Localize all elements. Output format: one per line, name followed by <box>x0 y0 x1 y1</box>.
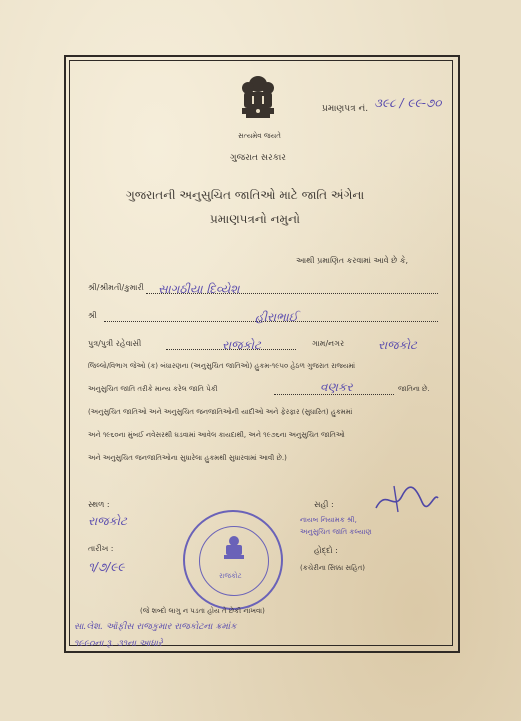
resident-value: રાજકોટ <box>222 338 261 352</box>
caste-value: વણકર <box>320 380 353 394</box>
para-line1: જિલ્લો/વિભાગ જેઓ (ક) બંધારણના (અનુસુચિત જાતિઓ) હુકમ-૧૯૫૦ હેઠળ ગુજરાત રાજ્યમાં <box>88 362 356 370</box>
seal-text: રાજકોટ <box>219 572 242 580</box>
certificate-title-line1: ગુજરાતની અનુસુચિત જાતિઓ માટે જાતિ અંગેના <box>126 188 365 202</box>
name-value: સાગઠીયા દિવ્યેશ <box>158 282 240 296</box>
date-value: ૧/૭/૯૯ <box>88 560 125 574</box>
para-line2-start: અનુસુચિત જાતિ તરીકે માન્ય કરેલ જાતિ પેકી <box>88 385 218 393</box>
certificate-title-line2: પ્રમાણપત્રનો નમુનો <box>210 212 300 226</box>
officer-stamp-line2: અનુસુચિત જાતિ કલ્યાણ <box>300 528 372 536</box>
emblem-caption: સત્યમેવ જયતે <box>238 132 281 140</box>
para-line4: અને ૧૯૬૦ના મુંબઈ નવેસરથી ઘડવામાં આવેલ કાયદાથી, અને ૧૯૭૬ના અનુસુચિત જાતિઓ <box>88 431 345 439</box>
signature-label: સહી : <box>314 500 334 509</box>
village-value: રાજકોટ <box>378 338 417 352</box>
office-seal-label: (કચેરીના સિક્કા સહિત) <box>300 564 366 572</box>
signature-mark <box>372 482 442 516</box>
strike-out-note: (જે શબ્દો લાગુ ન પડતા હોય તે છેકી નાંખવા) <box>140 607 265 615</box>
resident-label: પુત્ર/પુત્રી રહેવાસી <box>88 339 142 348</box>
national-emblem-icon <box>236 72 280 132</box>
place-label: સ્થળ : <box>88 500 110 509</box>
certificate-number-value: ૩૯૮ / ૯૯-૭૦ <box>374 96 442 110</box>
father-value: હીરાભાઈ <box>255 310 298 324</box>
office-seal <box>183 510 283 610</box>
certificate-number-label: પ્રમાણપત્ર નં. <box>322 104 369 114</box>
para-line5: અને અનુસુચિત જનજાતિઓના સુધારેલા હુકમથી સુધારવામાં આવી છે.) <box>88 454 287 462</box>
village-label: ગામ/નગર <box>312 339 345 348</box>
government-name: ગુજરાત સરકાર <box>230 153 286 163</box>
date-label: તારીખ : <box>88 544 114 553</box>
designation-label: હોદ્દો : <box>314 546 338 555</box>
name-label: શ્રી/શ્રીમતી/કુમારી <box>88 283 144 292</box>
seal-emblem-icon <box>221 534 247 566</box>
place-value: રાજકોટ <box>88 514 127 528</box>
certify-line: આથી પ્રમાણિત કરવામાં આવે છે કે, <box>296 256 409 265</box>
para-line2-end: જાતિના છે. <box>398 385 430 393</box>
father-label: શ્રી <box>88 311 97 320</box>
handwritten-note-line2: ૧૯૯૦ના રૂ. ૩૧ના આધારે <box>74 639 163 649</box>
para-line3: (અનુસુચિત જાતિઓ અને અનુસુચિત જનજાતિઓની યાદીઓ અને ફેરફાર (સુધારિત) હુકમમાં <box>88 408 353 416</box>
officer-stamp-line1: નાયબ નિયામક શ્રી, <box>300 516 357 524</box>
handwritten-note-line1: સા.લેશ. ઑફીસ રાજકુમાર રાજકોટના ક્રમાંક <box>74 622 237 632</box>
